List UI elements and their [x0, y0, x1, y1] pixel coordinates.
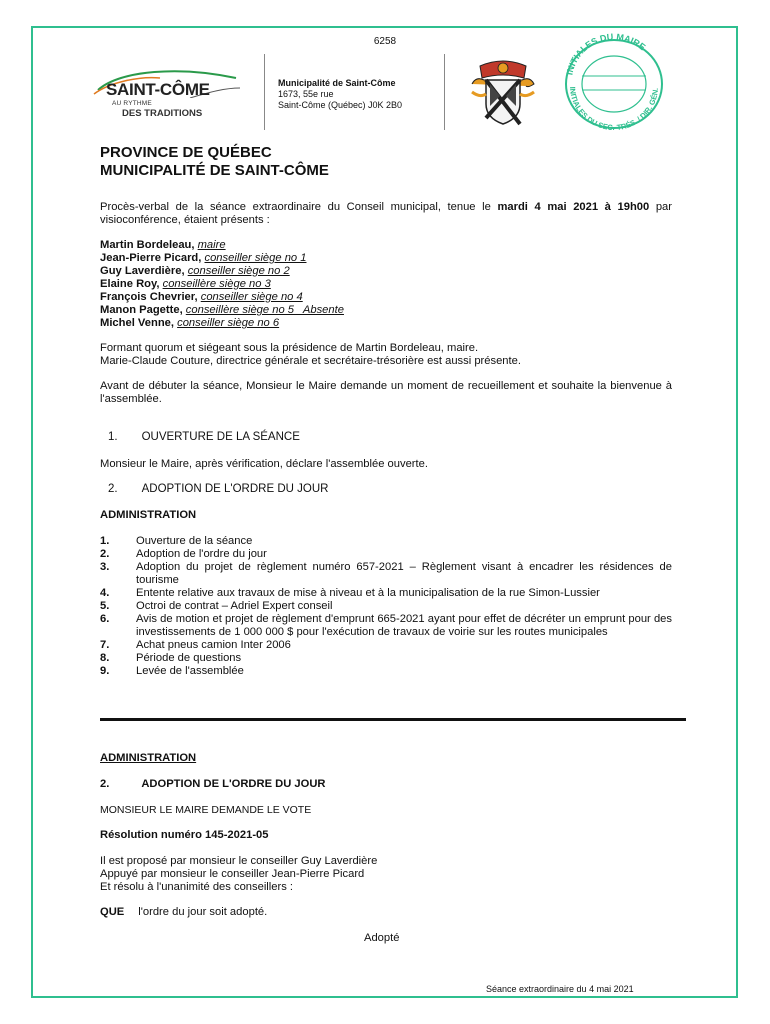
agenda-item-number: 9.	[100, 665, 110, 677]
agenda-item	[100, 639, 672, 652]
member-role: conseiller siège no 6	[177, 317, 280, 329]
seconded-line: Appuyé par monsieur le conseiller Jean-Pierre Picard	[100, 868, 365, 880]
section-1-heading	[100, 431, 672, 444]
saint-come-logo	[88, 66, 258, 124]
title-line-2: MUNICIPALITÉ DE SAINT-CÔME	[100, 162, 329, 179]
admin-item-heading	[100, 778, 672, 791]
title-line-1: PROVINCE DE QUÉBEC	[100, 144, 272, 161]
agenda-item-number: 1.	[100, 535, 110, 547]
section-divider	[100, 718, 686, 721]
member-name: Jean-Pierre Picard,	[100, 252, 202, 264]
admin-item-number: 2.	[100, 778, 110, 790]
logo-tagline-1: AU RYTHME	[112, 100, 152, 107]
admin-heading: ADMINISTRATION	[100, 752, 197, 764]
member-name: Elaine Roy,	[100, 278, 160, 290]
member-role: maire	[197, 239, 226, 251]
member-role: conseiller siège no 4	[200, 291, 303, 303]
agenda-item	[100, 535, 672, 548]
agenda-item	[100, 561, 672, 587]
agenda-item	[100, 548, 672, 561]
member-role: conseiller siège no 1	[204, 252, 307, 264]
member-row	[100, 291, 672, 304]
member-row	[100, 252, 672, 265]
municipality-address	[278, 78, 402, 111]
agenda-item-text: Avis de motion et projet de règlement d'emprunt 665-2021 ayant pour effet de décréter un emprunt pour des investissements de 1 000 000 $ pour l'exécution de travaux de voirie sur les routes municipales	[136, 613, 672, 638]
agenda-item-number: 8.	[100, 652, 110, 664]
member-row	[100, 304, 672, 317]
resolution-number: Résolution numéro 145-2021-05	[100, 829, 269, 841]
logo-name: SAINT-CÔME	[106, 80, 210, 99]
que-line	[100, 906, 672, 919]
member-name: Michel Venne,	[100, 317, 174, 329]
svg-text:INITIALES DU MAIRE	[564, 32, 647, 76]
agenda-item-text: Levée de l'assemblée	[136, 665, 244, 677]
header-divider-right	[444, 54, 445, 130]
stamp-top-text: INITIALES DU MAIRE	[564, 32, 648, 76]
agenda-list	[100, 535, 672, 678]
member-role: conseillère siège no 3	[162, 278, 271, 290]
intro-date: mardi 4 mai 2021 à 19h00	[497, 201, 650, 213]
member-row	[100, 317, 672, 330]
agenda-item	[100, 652, 672, 665]
agenda-item-text: Ouverture de la séance	[136, 535, 253, 547]
agenda-item-text: Octroi de contrat – Adriel Expert conseil	[136, 600, 333, 612]
agenda-item	[100, 600, 672, 613]
agenda-item-number: 7.	[100, 639, 110, 651]
agenda-item-number: 6.	[100, 613, 110, 625]
address-title: Municipalité de Saint-Côme	[278, 78, 396, 88]
resolution-text	[100, 855, 672, 894]
agenda-item	[100, 613, 672, 639]
logo-tagline-2: DES TRADITIONS	[122, 108, 203, 119]
agenda-item-number: 5.	[100, 600, 110, 612]
resolved-line: Et résolu à l'unanimité des conseillers :	[100, 881, 294, 893]
member-role: conseiller siège no 2	[187, 265, 290, 277]
agenda-container	[100, 535, 672, 678]
section-2-heading	[100, 483, 672, 496]
section-2-number: 2.	[108, 483, 118, 495]
page-footer: Séance extraordinaire du 4 mai 2021	[486, 984, 634, 994]
member-name: François Chevrier,	[100, 291, 198, 303]
page-number: 6258	[373, 36, 397, 47]
intro-part-1: Procès-verbal de la séance extraordinaire du Conseil municipal, tenue le	[100, 201, 498, 213]
intro-paragraph	[100, 201, 672, 227]
agenda-item-text: Période de questions	[136, 652, 242, 664]
section-2-title: ADOPTION DE L'ORDRE DU JOUR	[141, 483, 329, 495]
intro-part-2: par visioconférence, étaient présents :	[100, 201, 672, 226]
agenda-item-text: Entente relative aux travaux de mise à niveau et à la municipalisation de la rue Simon-Lussier	[136, 587, 600, 599]
section-1-number: 1.	[108, 431, 118, 443]
header-divider-left	[264, 54, 265, 130]
que-label: QUE	[100, 906, 125, 918]
document-title	[100, 144, 329, 180]
address-line-1: 1673, 55e rue	[278, 89, 334, 99]
initials-stamp	[558, 32, 670, 132]
member-name: Manon Pagette,	[100, 304, 183, 316]
vote-line: MONSIEUR LE MAIRE DEMANDE LE VOTE	[100, 804, 312, 816]
proposed-line: Il est proposé par monsieur le conseiller Guy Laverdière	[100, 855, 378, 867]
member-row	[100, 278, 672, 291]
recueillement-paragraph: Avant de débuter la séance, Monsieur le Maire demande un moment de recueillement et souhaite la bienvenue à l'assemblée.	[100, 380, 672, 405]
member-row	[100, 239, 672, 252]
members-list	[100, 239, 672, 330]
agenda-item-text: Adoption de l'ordre du jour	[136, 548, 267, 560]
coat-of-arms-icon	[466, 58, 540, 126]
admin-item-title: ADOPTION DE L'ORDRE DU JOUR	[141, 778, 326, 790]
agenda-item-text: Adoption du projet de règlement numéro 657-2021 – Règlement visant à encadrer les résidences de tourisme	[136, 561, 672, 586]
svg-text:INITIALES DU SEC.-TRÉS. / DIR.	[568, 86, 660, 132]
address-line-2: Saint-Côme (Québec) J0K 2B0	[278, 100, 403, 110]
section-1-title: OUVERTURE DE LA SÉANCE	[141, 431, 300, 443]
agenda-item-text: Achat pneus camion Inter 2006	[136, 639, 291, 651]
quorum-paragraph	[100, 342, 672, 368]
agenda-item-number: 4.	[100, 587, 110, 599]
agenda-item-number: 3.	[100, 561, 110, 573]
member-role: conseillère siège no 5 Absente	[185, 304, 344, 316]
agenda-item	[100, 665, 672, 678]
member-name: Guy Laverdière,	[100, 265, 185, 277]
stamp-bottom-text: INITIALES DU SEC.-TRÉS. / DIR. GÉN.	[567, 86, 661, 132]
quorum-line-1: Formant quorum et siégeant sous la présidence de Martin Bordeleau, maire.	[100, 342, 479, 354]
agenda-item-number: 2.	[100, 548, 110, 560]
adopted-label: Adopté	[364, 932, 400, 944]
administration-label: ADMINISTRATION	[100, 509, 197, 521]
member-name: Martin Bordeleau,	[100, 239, 195, 251]
section-1-text: Monsieur le Maire, après vérification, déclare l'assemblée ouverte.	[100, 458, 428, 470]
agenda-item	[100, 587, 672, 600]
member-row	[100, 265, 672, 278]
quorum-line-2: Marie-Claude Couture, directrice générale et secrétaire-trésorière est aussi présente.	[100, 355, 521, 367]
que-text: l'ordre du jour soit adopté.	[138, 906, 268, 918]
